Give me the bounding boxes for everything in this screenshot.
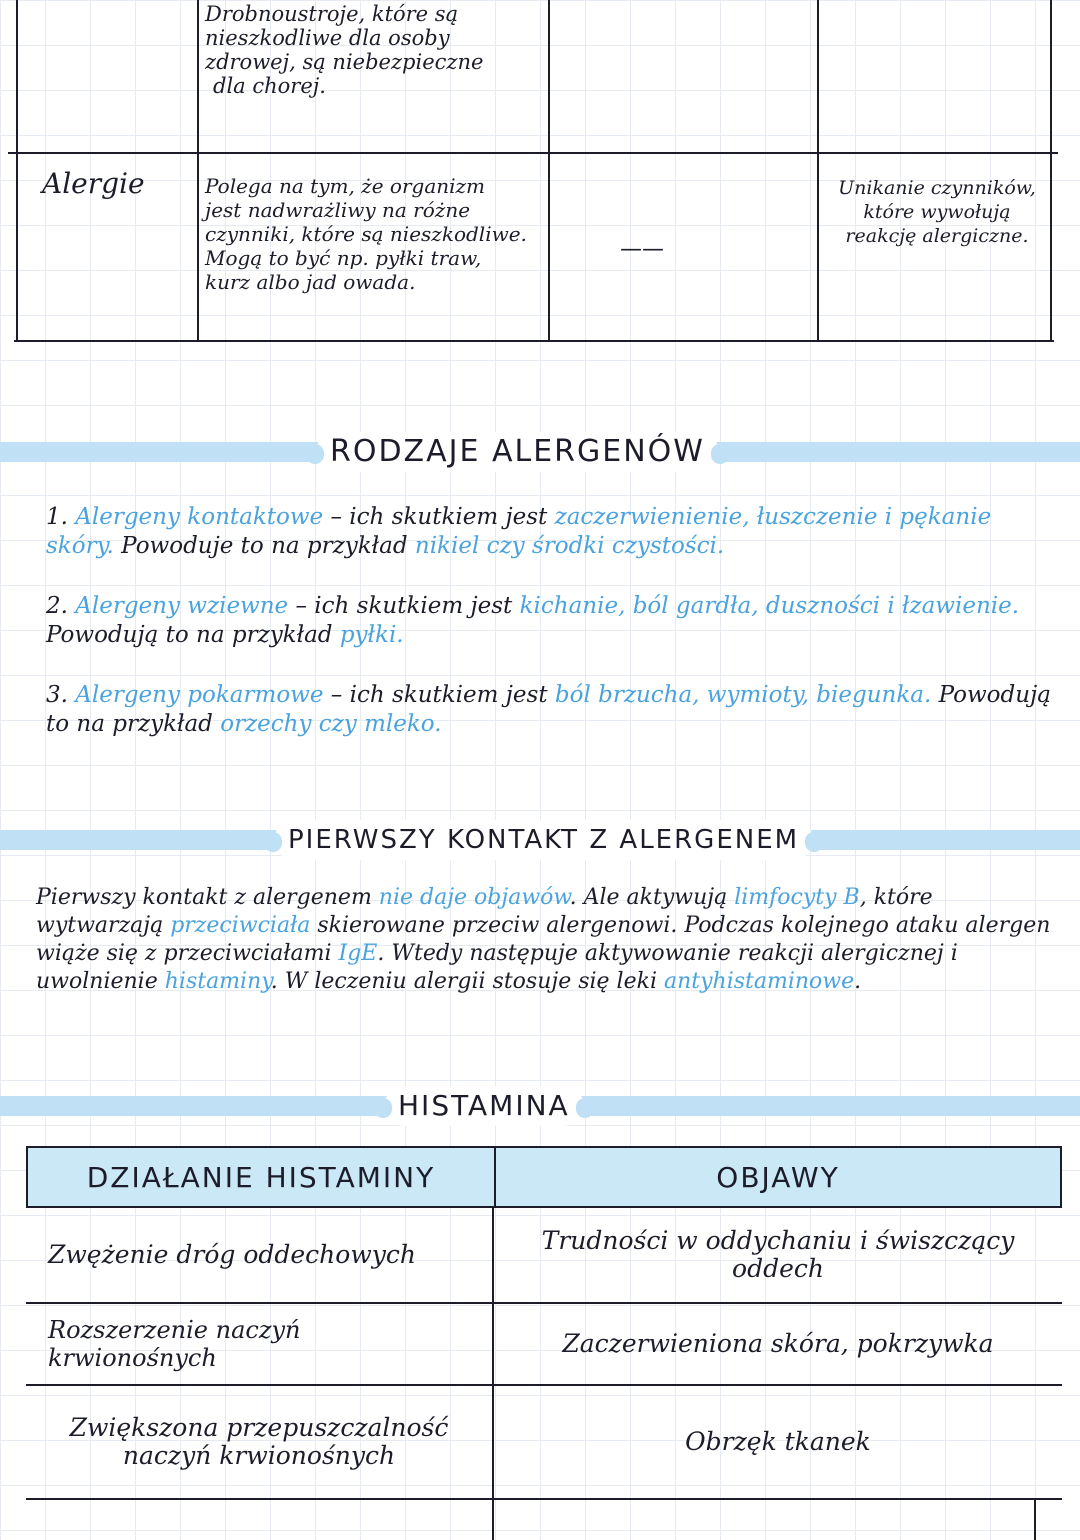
allergen-causes: nikiel czy środki czystości. <box>414 533 725 559</box>
table-cell-description: Drobnoustroje, które są nieszkodliwe dla osoby zdrowej, są niebezpieczne dla chorej. <box>205 2 484 98</box>
list-item: 2. Alergeny wziewne – ich skutkiem jest kichanie, ból gardła, duszności i łzawienie. Powodują to na przykład pyłki. <box>46 593 1020 648</box>
table-border <box>548 0 550 342</box>
table-row: Zwężenie dróg oddechowych Trudności w oddychaniu i świszczący oddech <box>26 1208 1062 1304</box>
allergen-effects: ból brzucha, wymioty, biegunka. <box>554 682 932 708</box>
table-cell-empty-dash: —— <box>620 237 664 262</box>
allergen-type: Alergeny wziewne <box>75 593 289 619</box>
allergen-effects: kichanie, ból gardła, duszności i łzawienie. <box>519 593 1020 619</box>
table-cell-name: Alergie <box>42 167 145 200</box>
allergen-causes: pyłki. <box>339 622 404 648</box>
paragraph: Pierwszy kontakt z alergenem nie daje objawów. Ale aktywują limfocyty B, które wytwarzają przeciwciała skierowane przeciw alergenowi. Podczas kolejnego ataku alergen wiąże się z przeciwciałami IgE. Wtedy następuje aktywowanie reakcji alergicznej i uwolnienie histaminy. W leczeniu alergii stosuje się leki antyhistaminowe. <box>36 885 1051 994</box>
table-row: Zwiększona przepuszczalność naczyń krwionośnych Obrzęk tkanek <box>26 1386 1062 1500</box>
table-border <box>197 0 199 342</box>
list-item: 1. Alergeny kontaktowe – ich skutkiem jest zaczerwienienie, łuszczenie i pękanie skóry. Powoduje to na przykład nikiel czy środki czystości. <box>46 504 992 559</box>
table-header-row <box>26 1146 1062 1208</box>
table-border <box>492 1500 494 1540</box>
table-border <box>16 0 18 342</box>
allergen-effects: zaczerwienienie, łuszczenie i pękanie skóry. <box>46 504 992 559</box>
table-cell-prevention: Unikanie czynników, które wywołują reakcję alergiczne. <box>838 177 1036 247</box>
section-title: RODZAJE ALERGENÓW <box>316 432 719 472</box>
column-header: OBJAWY <box>716 1160 840 1194</box>
section-title: PIERWSZY KONTAKT Z ALERGENEM <box>274 820 813 860</box>
table-border <box>817 0 819 342</box>
table-border <box>1034 1500 1036 1540</box>
histamine-table <box>26 1146 1062 1500</box>
table-row: Rozszerzenie naczyń krwionośnych Zaczerwieniona skóra, pokrzywka <box>26 1304 1062 1386</box>
section-title: HISTAMINA <box>384 1086 584 1126</box>
table-border <box>1050 0 1052 342</box>
column-header: DZIAŁANIE HISTAMINY <box>28 1148 496 1206</box>
allergen-type: Alergeny pokarmowe <box>75 682 324 708</box>
table-border <box>8 152 1058 154</box>
allergen-type: Alergeny kontaktowe <box>75 504 324 530</box>
list-item: 3. Alergeny pokarmowe – ich skutkiem jest ból brzucha, wymioty, biegunka. Powodują to na przykład orzechy czy mleko. <box>46 682 1051 737</box>
allergen-causes: orzechy czy mleko. <box>220 711 442 737</box>
table-border <box>14 340 1054 342</box>
table-cell-description: Polega na tym, że organizm jest nadwrażliwy na różne czynniki, które są nieszkodliwe. Mogą to być np. pyłki traw, kurz albo jad owada. <box>205 174 527 294</box>
